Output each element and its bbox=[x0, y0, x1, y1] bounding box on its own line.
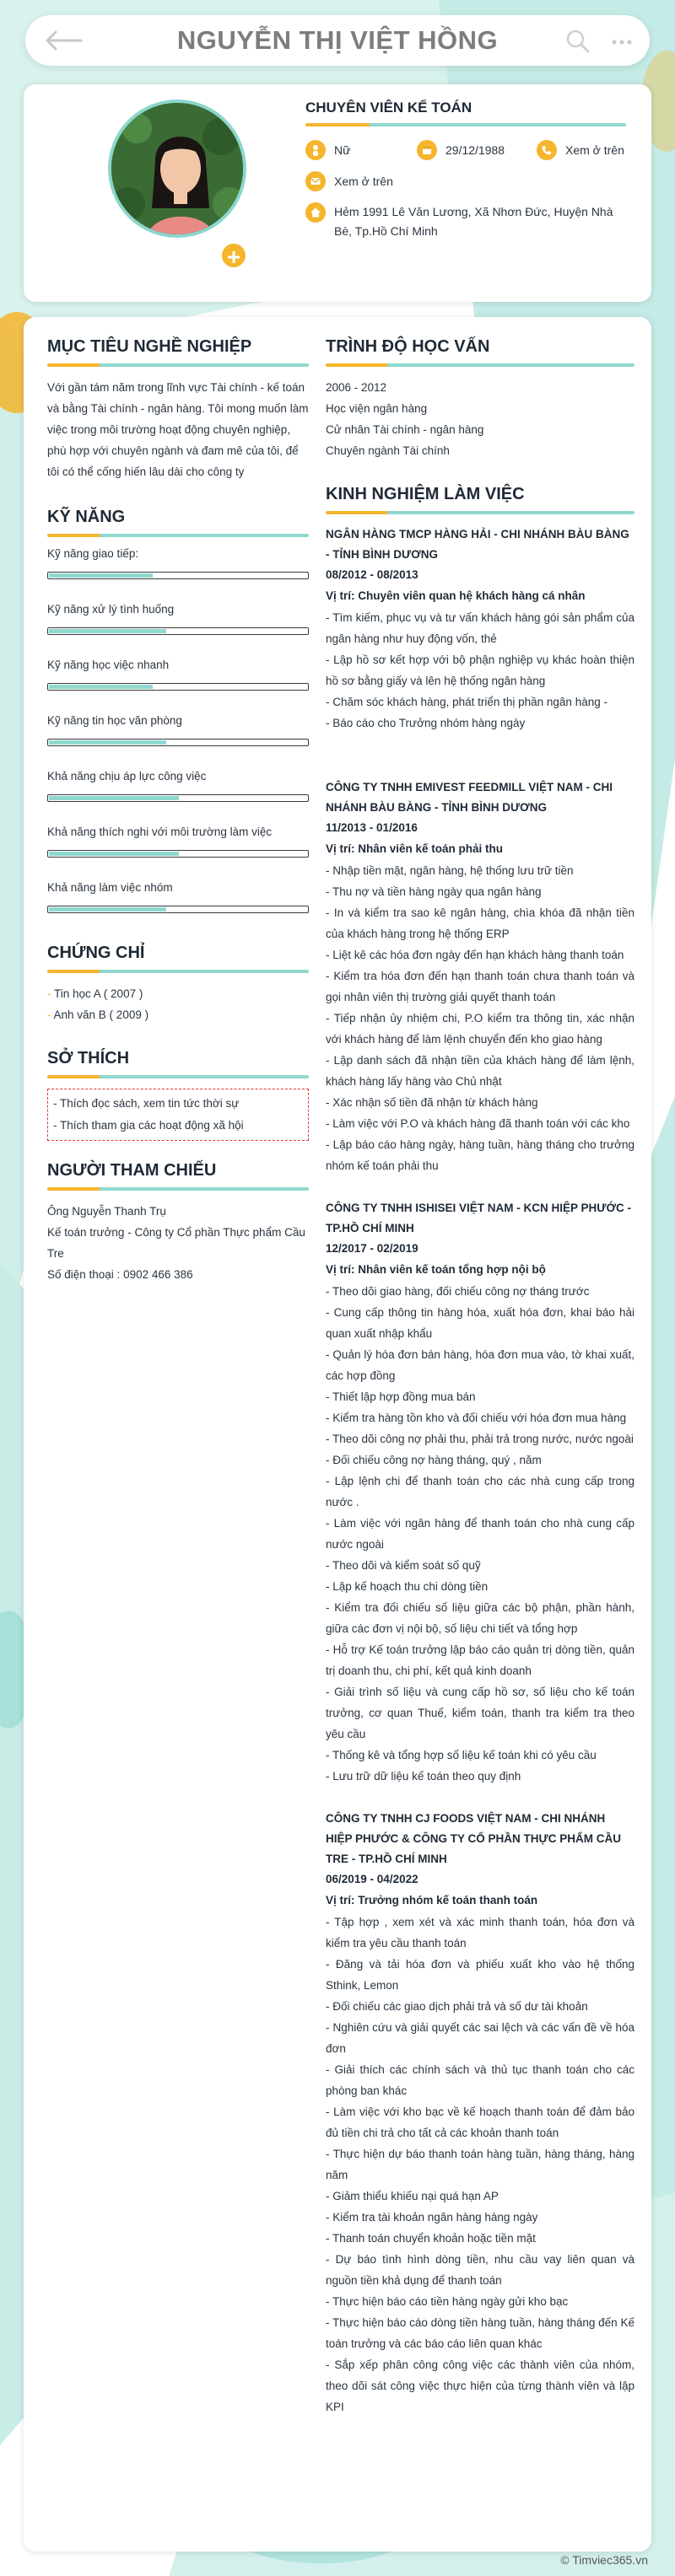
job-task: - Theo dõi và kiểm soát số quỹ bbox=[326, 1559, 481, 1572]
experience-item bbox=[326, 777, 634, 1176]
job-task: - Lập hồ sơ kết hợp với bộ phận nghiệp vụ khác hoàn thiện hồ sơ bằng giấy và lên hệ thống ngân hàng bbox=[326, 653, 634, 687]
job-position: Vị trí: Nhân viên kế toán tổng hợp nội bộ bbox=[326, 1263, 546, 1276]
certificate-item: - Anh văn B ( 2009 ) bbox=[47, 1008, 149, 1021]
job-task: - Thực hiện dự báo thanh toán hàng tuần, hàng tháng, hàng năm bbox=[326, 2148, 634, 2181]
section-divider bbox=[326, 363, 634, 367]
experience-title: KINH NGHIỆM LÀM VIỆC bbox=[326, 485, 525, 503]
job-task: - Giải thích các chính sách và thủ tục thanh toán cho các phòng ban khác bbox=[326, 2063, 634, 2097]
job-position: Vị trí: Chuyên viên quan hệ khách hàng cá nhân bbox=[326, 589, 586, 602]
skill-level-fill bbox=[49, 796, 179, 800]
education-period: 2006 - 2012 bbox=[326, 381, 387, 394]
job-task: - Đối chiếu các giao dịch phải trả và số dư tài khoản bbox=[326, 2000, 588, 2013]
job-task: - Giảm thiểu khiếu nại quá hạn AP bbox=[326, 2190, 499, 2202]
job-task: - Lập danh sách đã nhận tiền của khách hàng để làm lệnh, khách hàng lấy hàng vào Chủ nhật bbox=[326, 1054, 634, 1088]
skill-name: Kỹ năng học việc nhanh bbox=[47, 659, 170, 671]
experience-item bbox=[326, 1809, 634, 2417]
skill-level-bar bbox=[47, 572, 309, 579]
company-name: NGÂN HÀNG TMCP HÀNG HẢI - CHI NHÁNH BÀU BÀNG - TỈNH BÌNH DƯƠNG bbox=[326, 528, 629, 561]
job-task: - Tìm kiếm, phục vụ và tư vấn khách hàng gói sản phẩm của ngân hàng như huy động vốn, thẻ bbox=[326, 611, 634, 645]
job-task: - Thực hiện báo cáo dòng tiền hàng tuần, hàng tháng đến Kế toán trưởng và các báo cáo liên quan khác bbox=[326, 2316, 634, 2350]
section-divider bbox=[47, 534, 309, 537]
job-task: - Thực hiện báo cáo tiền hàng ngày gửi kho bạc bbox=[326, 2295, 569, 2308]
skill-item bbox=[47, 881, 309, 913]
job-task: - Lập kế hoạch thu chi dòng tiền bbox=[326, 1580, 489, 1593]
skill-level-fill bbox=[49, 852, 179, 856]
profile-card bbox=[24, 84, 651, 302]
birthday-value: 29/12/1988 bbox=[446, 143, 505, 157]
gender-value: Nữ bbox=[334, 143, 351, 157]
calendar-icon bbox=[417, 140, 437, 160]
skill-name: Kỹ năng giao tiếp: bbox=[47, 547, 139, 560]
job-task: - In và kiểm tra sao kê ngân hàng, chìa khóa đã nhận tiền của khách hàng trong hệ thống ERP bbox=[326, 906, 634, 940]
reference-role: Kế toán trưởng - Công ty Cổ phần Thực phẩm Cầu Tre bbox=[47, 1226, 305, 1260]
skill-item bbox=[47, 659, 309, 691]
skill-level-bar bbox=[47, 739, 309, 746]
reference-title: NGƯỜI THAM CHIẾU bbox=[47, 1161, 217, 1180]
objective-title: MỤC TIÊU NGHỀ NGHIỆP bbox=[47, 337, 252, 356]
skill-level-bar bbox=[47, 906, 309, 913]
hobby-item: - Thích tham gia các hoạt động xã hội bbox=[53, 1119, 244, 1132]
email-icon bbox=[305, 171, 326, 191]
gender-info bbox=[305, 140, 350, 160]
job-task: - Sắp xếp phân công công việc các thành viên của nhóm, theo dõi sát công việc thực hiện của từng thành viên và lập KPI bbox=[326, 2358, 634, 2413]
job-task: - Theo dõi công nợ phải thu, phải trả trong nước, nước ngoài bbox=[326, 1433, 634, 1445]
job-task: - Quản lý hóa đơn bán hàng, hóa đơn mua vào, tờ khai xuất, các hợp đồng bbox=[326, 1348, 634, 1382]
copyright-text: © Timviec365.vn bbox=[560, 2553, 648, 2567]
job-task: - Làm việc với ngân hàng để thanh toán cho nhà cung cấp nước ngoài bbox=[326, 1517, 634, 1551]
address-value: Hẻm 1991 Lê Văn Lương, Xã Nhơn Đức, Huyện Nhà Bè, Tp.Hồ Chí Minh bbox=[334, 205, 613, 238]
experience-item bbox=[326, 1198, 634, 1787]
job-position: Vị trí: Trưởng nhóm kế toán thanh toán bbox=[326, 1894, 538, 1906]
job-task: - Kiểm tra hóa đơn đến hạn thanh toán chưa thanh toán và gọi nhân viên thị trường giải quyết thanh toán bbox=[326, 970, 634, 1003]
email-value: Xem ở trên bbox=[334, 175, 393, 188]
birthday-info bbox=[417, 140, 505, 160]
education-school: Học viện ngân hàng bbox=[326, 402, 428, 415]
skill-level-bar bbox=[47, 850, 309, 858]
job-period: 12/2017 - 02/2019 bbox=[326, 1242, 418, 1255]
section-divider bbox=[47, 363, 309, 367]
skill-item bbox=[47, 547, 309, 579]
company-name: CÔNG TY TNHH ISHISEI VIỆT NAM - KCN HIỆP PHƯỚC - TP.HỒ CHÍ MINH bbox=[326, 1202, 631, 1234]
experience-list bbox=[326, 524, 634, 2417]
skill-item bbox=[47, 714, 309, 746]
section-divider bbox=[47, 1075, 309, 1078]
job-task: - Lập lệnh chi để thanh toán cho các nhà cung cấp trong nước . bbox=[326, 1475, 634, 1508]
skill-level-bar bbox=[47, 627, 309, 635]
skill-name: Kỹ năng xử lý tình huống bbox=[47, 603, 175, 616]
skill-level-fill bbox=[49, 573, 153, 578]
job-period: 11/2013 - 01/2016 bbox=[326, 821, 418, 834]
job-task: - Thu nợ và tiền hàng ngày qua ngân hàng bbox=[326, 885, 542, 898]
job-task: - Xác nhận số tiền đã nhận từ khách hàng bbox=[326, 1096, 538, 1109]
skill-item bbox=[47, 770, 309, 802]
skill-level-fill bbox=[49, 629, 166, 633]
job-period: 06/2019 - 04/2022 bbox=[326, 1873, 418, 1885]
job-task: - Cung cấp thông tin hàng hóa, xuất hóa đơn, khai báo hải quan xuất nhập khẩu bbox=[326, 1306, 634, 1340]
job-task: - Nhập tiền mặt, ngân hàng, hệ thống lưu trữ tiền bbox=[326, 864, 574, 877]
job-task: - Tiếp nhận ủy nhiệm chi, P.O kiểm tra thông tin, xác nhận với khách hàng để làm lệnh chuyển đến kho giao hàng bbox=[326, 1012, 634, 1046]
job-task: - Hỗ trợ Kế toán trưởng lập báo cáo quản trị dòng tiền, quản trị doanh thu, chi phí, kết quả kinh doanh bbox=[326, 1643, 634, 1677]
right-column bbox=[326, 337, 634, 2439]
skill-level-fill bbox=[49, 685, 153, 689]
skill-level-bar bbox=[47, 683, 309, 691]
gender-icon bbox=[305, 140, 326, 160]
phone-value: Xem ở trên bbox=[565, 143, 624, 157]
more-dots-icon[interactable] bbox=[611, 35, 633, 44]
skill-level-fill bbox=[49, 907, 166, 912]
top-bar bbox=[25, 15, 650, 66]
job-title: CHUYÊN VIÊN KẾ TOÁN bbox=[305, 99, 472, 116]
skill-level-fill bbox=[49, 740, 166, 745]
certificates-title: CHỨNG CHỈ bbox=[47, 944, 145, 962]
job-task: - Kiểm tra tài khoản ngân hàng hàng ngày bbox=[326, 2211, 538, 2224]
job-task: - Làm việc với P.O và khách hàng đã thanh toán với các kho bbox=[326, 1117, 630, 1130]
education-major: Chuyên ngành Tài chính bbox=[326, 444, 450, 457]
left-column bbox=[47, 337, 309, 1285]
title-divider bbox=[305, 123, 626, 126]
job-position: Vị trí: Nhân viên kế toán phải thu bbox=[326, 842, 504, 855]
address-info bbox=[305, 202, 626, 241]
reference-phone: Số điện thoại : 0902 466 386 bbox=[47, 1268, 193, 1281]
company-name: CÔNG TY TNHH EMIVEST FEEDMILL VIỆT NAM - CHI NHÁNH BÀU BÀNG - TỈNH BÌNH DƯƠNG bbox=[326, 781, 613, 814]
objective-text: Với gần tám năm trong lĩnh vực Tài chính - kế toán và bằng Tài chính - ngân hàng. Tôi mong muốn làm việc trong môi trường hoạt động chuyên nghiệp, phù hợp với chuyên ngành và đam mê của tôi, để tôi có thể cống hiến lâu dài cho công ty bbox=[47, 381, 309, 478]
job-task: - Làm việc với kho bạc về kế hoạch thanh toán để đảm bảo đủ tiền chi trả cho tất cả các khoản thanh toán bbox=[326, 2105, 634, 2139]
candidate-name: NGUYỄN THỊ VIỆT HỒNG bbox=[176, 25, 499, 55]
education-degree: Cử nhân Tài chính - ngân hàng bbox=[326, 423, 484, 436]
job-task: - Báo cáo cho Trưởng nhóm hàng ngày bbox=[326, 717, 526, 729]
job-task: - Giải trình số liệu và cung cấp hồ sơ, số liệu cho kế toán trưởng, cơ quan Thuế, kiểm toán, thanh tra kiểm tra theo yêu cầu bbox=[326, 1686, 634, 1740]
job-task: - Lưu trữ dữ liệu kế toán theo quy định bbox=[326, 1770, 521, 1783]
education-title: TRÌNH ĐỘ HỌC VẤN bbox=[326, 337, 490, 356]
job-period: 08/2012 - 08/2013 bbox=[326, 568, 418, 581]
skills-list bbox=[47, 547, 309, 913]
search-icon[interactable] bbox=[565, 29, 591, 54]
section-divider bbox=[326, 511, 634, 514]
job-task: - Kiểm tra hàng tồn kho và đối chiếu với hóa đơn mua hàng bbox=[326, 1412, 627, 1424]
avatar bbox=[108, 99, 246, 238]
skill-level-bar bbox=[47, 794, 309, 802]
job-task: - Đối chiếu công nợ hàng tháng, quý , năm bbox=[326, 1454, 542, 1466]
section-divider bbox=[47, 970, 309, 973]
job-task: - Lập báo cáo hàng ngày, hàng tuần, hàng tháng cho trưởng nhóm kế toán phải thu bbox=[326, 1138, 634, 1172]
skill-name: Khả năng chịu áp lực công việc bbox=[47, 770, 207, 782]
skills-title: KỸ NĂNG bbox=[47, 508, 126, 526]
skill-name: Khả năng làm việc nhóm bbox=[47, 881, 173, 894]
hobbies-box bbox=[47, 1089, 309, 1141]
phone-info bbox=[537, 140, 624, 160]
home-icon bbox=[305, 202, 326, 223]
add-photo-button[interactable]: + bbox=[219, 241, 248, 270]
footer bbox=[560, 2553, 648, 2567]
job-task: - Thống kê và tổng hợp số liệu kế toán khi có yêu cầu bbox=[326, 1749, 597, 1761]
company-name: CÔNG TY TNHH CJ FOODS VIỆT NAM - CHI NHÁNH HIỆP PHƯỚC & CÔNG TY CỔ PHẦN THỰC PHẨM CẦU TRE - TP.HỒ CHÍ MINH bbox=[326, 1812, 621, 1865]
reference-name: Ông Nguyễn Thanh Trụ bbox=[47, 1205, 166, 1218]
job-task: - Đăng và tải hóa đơn và phiếu xuất kho vào hệ thống Sthink, Lemon bbox=[326, 1958, 634, 1992]
experience-item bbox=[326, 524, 634, 756]
phone-icon bbox=[537, 140, 557, 160]
job-task: - Tập hợp , xem xét và xác minh thanh toán, hóa đơn và kiểm tra yêu cầu thanh toán bbox=[326, 1916, 634, 1949]
hobby-item: - Thích đọc sách, xem tin tức thời sự bbox=[53, 1097, 240, 1110]
job-task: - Kiểm tra đối chiếu số liệu giữa các bộ phận, phần hành, giữa các đơn vị nội bộ, số liệu chi tiết và tổng hợp bbox=[326, 1601, 634, 1635]
job-task: - Dự báo tình hình dòng tiền, nhu cầu vay liên quan và nguồn tiền khả dụng để thanh toán bbox=[326, 2253, 634, 2287]
arrow-left-icon[interactable] bbox=[42, 29, 83, 52]
skill-name: Khả năng thích nghi với môi trường làm việc bbox=[47, 826, 273, 838]
job-task: - Liệt kê các hóa đơn ngày đến hạn khách hàng thanh toán bbox=[326, 949, 624, 961]
section-divider bbox=[47, 1187, 309, 1191]
job-task: - Chăm sóc khách hàng, phát triển thị phần ngân hàng - bbox=[326, 696, 608, 708]
main-card bbox=[24, 317, 651, 2552]
skill-name: Kỹ năng tin học văn phòng bbox=[47, 714, 182, 727]
hobbies-title: SỞ THÍCH bbox=[47, 1049, 130, 1068]
job-task: - Thanh toán chuyển khoản hoặc tiền mặt bbox=[326, 2232, 536, 2245]
spacer bbox=[326, 734, 634, 756]
job-task: - Theo dõi giao hàng, đối chiếu công nợ tháng trước bbox=[326, 1285, 590, 1298]
skill-item bbox=[47, 826, 309, 858]
job-task: - Thiết lập hợp đồng mua bán bbox=[326, 1390, 476, 1403]
email-info bbox=[305, 171, 393, 191]
skill-item bbox=[47, 603, 309, 635]
job-task: - Nghiên cứu và giải quyết các sai lệch và các vấn đề về hóa đơn bbox=[326, 2021, 634, 2055]
certificate-item: - Tin học A ( 2007 ) bbox=[47, 987, 143, 1000]
